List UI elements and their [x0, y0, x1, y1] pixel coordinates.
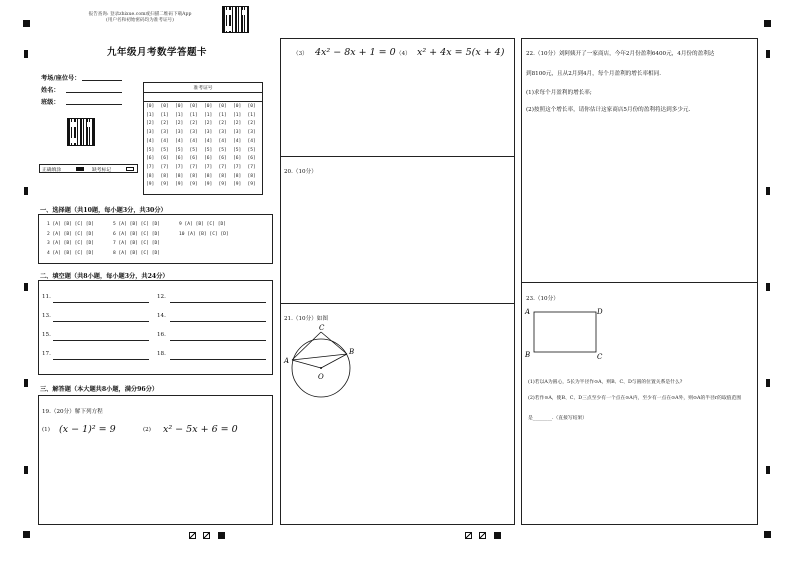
- exam-id-bubble[interactable]: [6]: [218, 156, 227, 162]
- exam-id-bubble[interactable]: [2]: [146, 121, 155, 127]
- student-qr-icon: [67, 118, 95, 146]
- timing-mark: [766, 50, 770, 58]
- exam-id-bubble[interactable]: [1]: [218, 112, 227, 118]
- exam-id-bubble[interactable]: [5]: [247, 147, 256, 153]
- missing-mark-label: 缺考标记: [92, 168, 112, 173]
- exam-id-bubble[interactable]: [5]: [160, 147, 169, 153]
- exam-id-bubble[interactable]: [4]: [160, 138, 169, 144]
- q21-chord-ac: [292, 332, 321, 360]
- exam-id-bubble[interactable]: [5]: [204, 147, 213, 153]
- report-note-line1: 报告查询: 登录zhixue.com或扫描二维码下载App: [88, 12, 192, 17]
- exam-id-bubble[interactable]: [0]: [233, 104, 242, 109]
- exam-id-bubble[interactable]: [2]: [204, 121, 213, 127]
- exam-id-bubble[interactable]: [7]: [175, 164, 184, 170]
- exam-id-bubble[interactable]: [9]: [146, 182, 155, 188]
- q23-prompt: 23.（10分）: [526, 296, 559, 302]
- q21-chord-cb: [321, 332, 347, 354]
- legend-box: [39, 164, 138, 173]
- exam-id-bubble[interactable]: [3]: [218, 130, 227, 136]
- choice-answer-bubbles[interactable]: 5 [A] [B] [C] [D]: [113, 222, 161, 227]
- registration-mark: [23, 531, 30, 538]
- exam-id-bubble[interactable]: [4]: [218, 138, 227, 144]
- choice-answer-bubbles[interactable]: 8 [A] [B] [C] [D]: [113, 250, 161, 256]
- q23-part2-blank: 是________.（直接写结果）: [528, 416, 588, 421]
- fill-item-15: 15.: [42, 332, 51, 338]
- exam-id-bubble[interactable]: [0]: [247, 104, 256, 109]
- exam-id-bubble[interactable]: [6]: [160, 156, 169, 162]
- fill-blank-17[interactable]: [53, 359, 149, 360]
- exam-id-bubble[interactable]: [2]: [160, 121, 169, 127]
- exam-id-bubble[interactable]: [9]: [233, 182, 242, 188]
- correct-fill-label: 正确填涂: [42, 168, 62, 173]
- fill-answer-box: [38, 280, 273, 375]
- page-marker-icon: [203, 532, 210, 539]
- timing-mark: [24, 283, 28, 291]
- exam-id-bubble[interactable]: [0]: [175, 104, 184, 109]
- exam-id-bubble[interactable]: [1]: [233, 112, 242, 118]
- exam-id-bubble[interactable]: [5]: [146, 147, 155, 153]
- exam-id-bubble[interactable]: [7]: [218, 164, 227, 170]
- q23-label-d: D: [597, 308, 603, 316]
- fill-section-title: 二、填空题（共8小题，每小题3分，共24分）: [40, 273, 169, 280]
- page-marker: [494, 532, 501, 539]
- q19-1-label: (1): [42, 427, 50, 433]
- q21-label-b: B: [349, 348, 355, 356]
- exam-id-bubble[interactable]: [7]: [189, 164, 198, 170]
- fill-item-11: 11.: [42, 294, 51, 300]
- exam-id-bubble[interactable]: [3]: [175, 130, 184, 136]
- class-field[interactable]: [66, 104, 122, 105]
- exam-id-bubble[interactable]: [8]: [247, 173, 256, 179]
- choice-answer-bubbles[interactable]: 4 [A] [B] [C] [D]: [47, 250, 95, 256]
- exam-id-bubble[interactable]: [7]: [204, 164, 213, 170]
- q21-circle-figure: [283, 323, 363, 398]
- q19-prompt: 19.（20分）解下列方程: [42, 409, 103, 415]
- exam-id-bubble[interactable]: [5]: [218, 147, 227, 153]
- q22-prompt: 22.（10分）刘阿姨开了一家商店，今年2月份盈利6400元，4月份的盈利达: [526, 51, 715, 57]
- exam-id-bubble[interactable]: [9]: [160, 182, 169, 188]
- registration-mark: [764, 20, 771, 27]
- fill-blank-11[interactable]: [53, 302, 149, 303]
- q19-3-label: （3）: [293, 51, 308, 57]
- page-marker-icon: [189, 532, 196, 539]
- exam-id-bubble[interactable]: [4]: [175, 138, 184, 144]
- fill-item-17: 17.: [42, 351, 51, 357]
- q22-prompt-line2: 到8100元，且从2月到4月，每个月盈利的增长率相同.: [526, 71, 662, 77]
- registration-mark: [23, 20, 30, 27]
- page-marker-icon: [465, 532, 472, 539]
- exam-id-bubble[interactable]: [6]: [247, 156, 256, 162]
- q22-part2: (2)按照这个增长率，请你估计这家商店5月份的盈利将达到多少元.: [526, 107, 691, 113]
- exam-id-bubble[interactable]: [8]: [204, 173, 213, 179]
- q21-center-point: [320, 367, 322, 369]
- exam-id-bubble[interactable]: [4]: [146, 138, 155, 144]
- choice-answer-bubbles[interactable]: 3 [A] [B] [C] [D]: [47, 241, 95, 246]
- report-note-line2: (用户名和初始密码均为准考证号): [106, 18, 174, 23]
- exam-id-bubble[interactable]: [1]: [247, 112, 256, 118]
- exam-id-bubble[interactable]: [4]: [233, 138, 242, 144]
- exam-id-title: 准考证号: [193, 86, 213, 91]
- exam-id-bubble[interactable]: [6]: [146, 156, 155, 162]
- exam-id-bubble[interactable]: [2]: [218, 121, 227, 127]
- q21-prompt: 21.（10分）如图: [284, 316, 328, 322]
- timing-mark: [766, 187, 770, 195]
- fill-item-12: 12.: [157, 294, 166, 300]
- exam-id-bubble[interactable]: [8]: [160, 173, 169, 179]
- fill-item-16: 16.: [157, 332, 166, 338]
- q21-label-o: O: [318, 373, 324, 381]
- exam-id-bubble[interactable]: [5]: [175, 147, 184, 153]
- exam-id-bubble[interactable]: [6]: [204, 156, 213, 162]
- timing-mark: [24, 379, 28, 387]
- exam-id-bubble[interactable]: [8]: [218, 173, 227, 179]
- fill-blank-14[interactable]: [170, 321, 266, 322]
- name-field[interactable]: [66, 92, 122, 93]
- q21-radius-oa: [292, 360, 321, 368]
- name-label: 姓名：: [41, 87, 60, 94]
- q23-label-a: A: [525, 308, 531, 316]
- q19-4-equation: x² + 4x = 5(x + 4): [417, 47, 505, 58]
- exam-id-bubble[interactable]: [3]: [189, 130, 198, 136]
- exam-id-bubble[interactable]: [2]: [247, 121, 256, 127]
- exam-id-bubble[interactable]: [5]: [189, 147, 198, 153]
- exam-id-bubble[interactable]: [6]: [233, 156, 242, 162]
- choice-answer-bubbles[interactable]: 2 [A] [B] [C] [D]: [47, 231, 95, 237]
- q23-part1: (1)若以A为圆心，5长为半径作⊙A，则B、C、D与圆的位置关系是什么?: [528, 380, 683, 385]
- q21-label-c: C: [319, 324, 325, 332]
- exam-id-bubble[interactable]: [6]: [175, 156, 184, 162]
- page-title: 九年级月考数学答题卡: [106, 47, 207, 58]
- q19-2-label: (2): [143, 427, 151, 433]
- choice-answer-bubbles[interactable]: 10 [A] [B] [C] [D]: [179, 231, 229, 237]
- right-answer-column: [521, 38, 758, 525]
- choice-answer-bubbles[interactable]: 9 [A] [B] [C] [D]: [179, 222, 227, 227]
- empty-bubble-icon: [126, 167, 134, 171]
- q19-2-equation: x² − 5x + 6 = 0: [163, 424, 238, 435]
- fill-blank-15[interactable]: [53, 340, 149, 341]
- exam-id-bubble[interactable]: [1]: [160, 112, 169, 118]
- exam-id-bubble[interactable]: [1]: [175, 112, 184, 118]
- timing-mark: [24, 50, 28, 58]
- choice-answer-box: [38, 214, 273, 264]
- exam-id-bubble[interactable]: [9]: [218, 182, 227, 188]
- exam-id-bubble[interactable]: [2]: [175, 121, 184, 127]
- exam-id-bubble[interactable]: [7]: [160, 164, 169, 170]
- q21-chord-ab: [292, 354, 347, 360]
- timing-mark: [24, 466, 28, 474]
- report-note: [60, 12, 220, 24]
- exam-id-bubble[interactable]: [3]: [146, 130, 155, 136]
- fill-blank-12[interactable]: [170, 302, 266, 303]
- q19-4-label: （4）: [396, 51, 411, 57]
- exam-id-bubble[interactable]: [1]: [189, 112, 198, 118]
- choice-answer-bubbles[interactable]: 1 [A] [B] [C] [D]: [47, 222, 95, 227]
- exam-id-bubble[interactable]: [2]: [233, 121, 242, 127]
- q23-label-c: C: [597, 353, 603, 361]
- q21-label-a: A: [284, 357, 290, 365]
- timing-mark: [766, 283, 770, 291]
- filled-bubble-icon: [76, 167, 84, 171]
- exam-id-bubble[interactable]: [0]: [218, 104, 227, 109]
- fill-item-13: 13.: [42, 313, 51, 319]
- exam-room-label: 考场/座位号：: [41, 75, 81, 82]
- timing-mark: [766, 466, 770, 474]
- exam-id-bubble[interactable]: [1]: [204, 112, 213, 118]
- choice-section-title: 一、选择题（共10题，每小题3分，共30分）: [40, 207, 167, 214]
- exam-id-bubble[interactable]: [0]: [146, 104, 155, 109]
- answer-section-title: 三、解答题（本大题共8小题，满分96分）: [40, 386, 159, 393]
- class-label: 班级：: [41, 99, 60, 106]
- exam-id-bubble[interactable]: [7]: [247, 164, 256, 170]
- exam-id-bubble[interactable]: [8]: [189, 173, 198, 179]
- exam-id-bubble[interactable]: [6]: [189, 156, 198, 162]
- exam-id-bubble[interactable]: [0]: [160, 104, 169, 109]
- q23-part2: (2)若作⊙A，使B、C、D三点至少有一个点在⊙A内，至少有一点在⊙A外，则⊙A的半径r的取值范围: [528, 396, 742, 401]
- exam-id-bubble[interactable]: [3]: [160, 130, 169, 136]
- exam-id-bubble[interactable]: [4]: [204, 138, 213, 144]
- exam-id-bubble[interactable]: [9]: [247, 182, 256, 188]
- exam-id-bubble[interactable]: [7]: [233, 164, 242, 170]
- exam-id-bubble[interactable]: [2]: [189, 121, 198, 127]
- q22-part1: (1)求每个月盈利的增长率;: [526, 90, 592, 96]
- exam-id-bubble[interactable]: [0]: [189, 104, 198, 109]
- timing-mark: [766, 379, 770, 387]
- exam-id-box: [143, 82, 263, 195]
- q19-3-equation: 4x² − 8x + 1 = 0: [315, 47, 396, 58]
- exam-id-bubble[interactable]: [3]: [204, 130, 213, 136]
- exam-id-bubble[interactable]: [8]: [146, 173, 155, 179]
- fill-blank-16[interactable]: [170, 340, 266, 341]
- exam-id-bubble[interactable]: [3]: [233, 130, 242, 136]
- choice-answer-bubbles[interactable]: 7 [A] [B] [C] [D]: [113, 241, 161, 246]
- fill-blank-13[interactable]: [53, 321, 149, 322]
- q19-answer-box[interactable]: [38, 395, 273, 525]
- middle-answer-column: [280, 38, 515, 525]
- choice-answer-bubbles[interactable]: 6 [A] [B] [C] [D]: [113, 231, 161, 237]
- exam-room-field[interactable]: [82, 80, 122, 81]
- exam-id-bubble[interactable]: [9]: [175, 182, 184, 188]
- exam-id-bubble[interactable]: [8]: [175, 173, 184, 179]
- exam-id-bubble[interactable]: [3]: [247, 130, 256, 136]
- exam-id-bubble[interactable]: [4]: [189, 138, 198, 144]
- exam-id-bubble[interactable]: [9]: [204, 182, 213, 188]
- timing-mark: [24, 187, 28, 195]
- exam-id-bubble[interactable]: [9]: [189, 182, 198, 188]
- fill-blank-18[interactable]: [170, 359, 266, 360]
- registration-mark: [764, 531, 771, 538]
- exam-id-bubble[interactable]: [0]: [204, 104, 213, 109]
- q20-prompt: 20.（10分）: [284, 169, 317, 175]
- q23-label-b: B: [525, 351, 531, 359]
- q23-rectangle: [534, 312, 596, 352]
- exam-id-bubble[interactable]: [8]: [233, 173, 242, 179]
- q19-1-equation: (x − 1)² = 9: [59, 424, 116, 435]
- exam-id-bubble[interactable]: [1]: [146, 112, 155, 118]
- page-marker-icon: [479, 532, 486, 539]
- exam-id-bubble[interactable]: [5]: [233, 147, 242, 153]
- exam-id-bubble[interactable]: [4]: [247, 138, 256, 144]
- page-marker: [218, 532, 225, 539]
- fill-item-14: 14.: [157, 313, 166, 319]
- qr-code-icon: [222, 6, 249, 33]
- q23-rectangle-figure: [524, 303, 608, 361]
- exam-id-bubble[interactable]: [7]: [146, 164, 155, 170]
- fill-item-18: 18.: [157, 351, 166, 357]
